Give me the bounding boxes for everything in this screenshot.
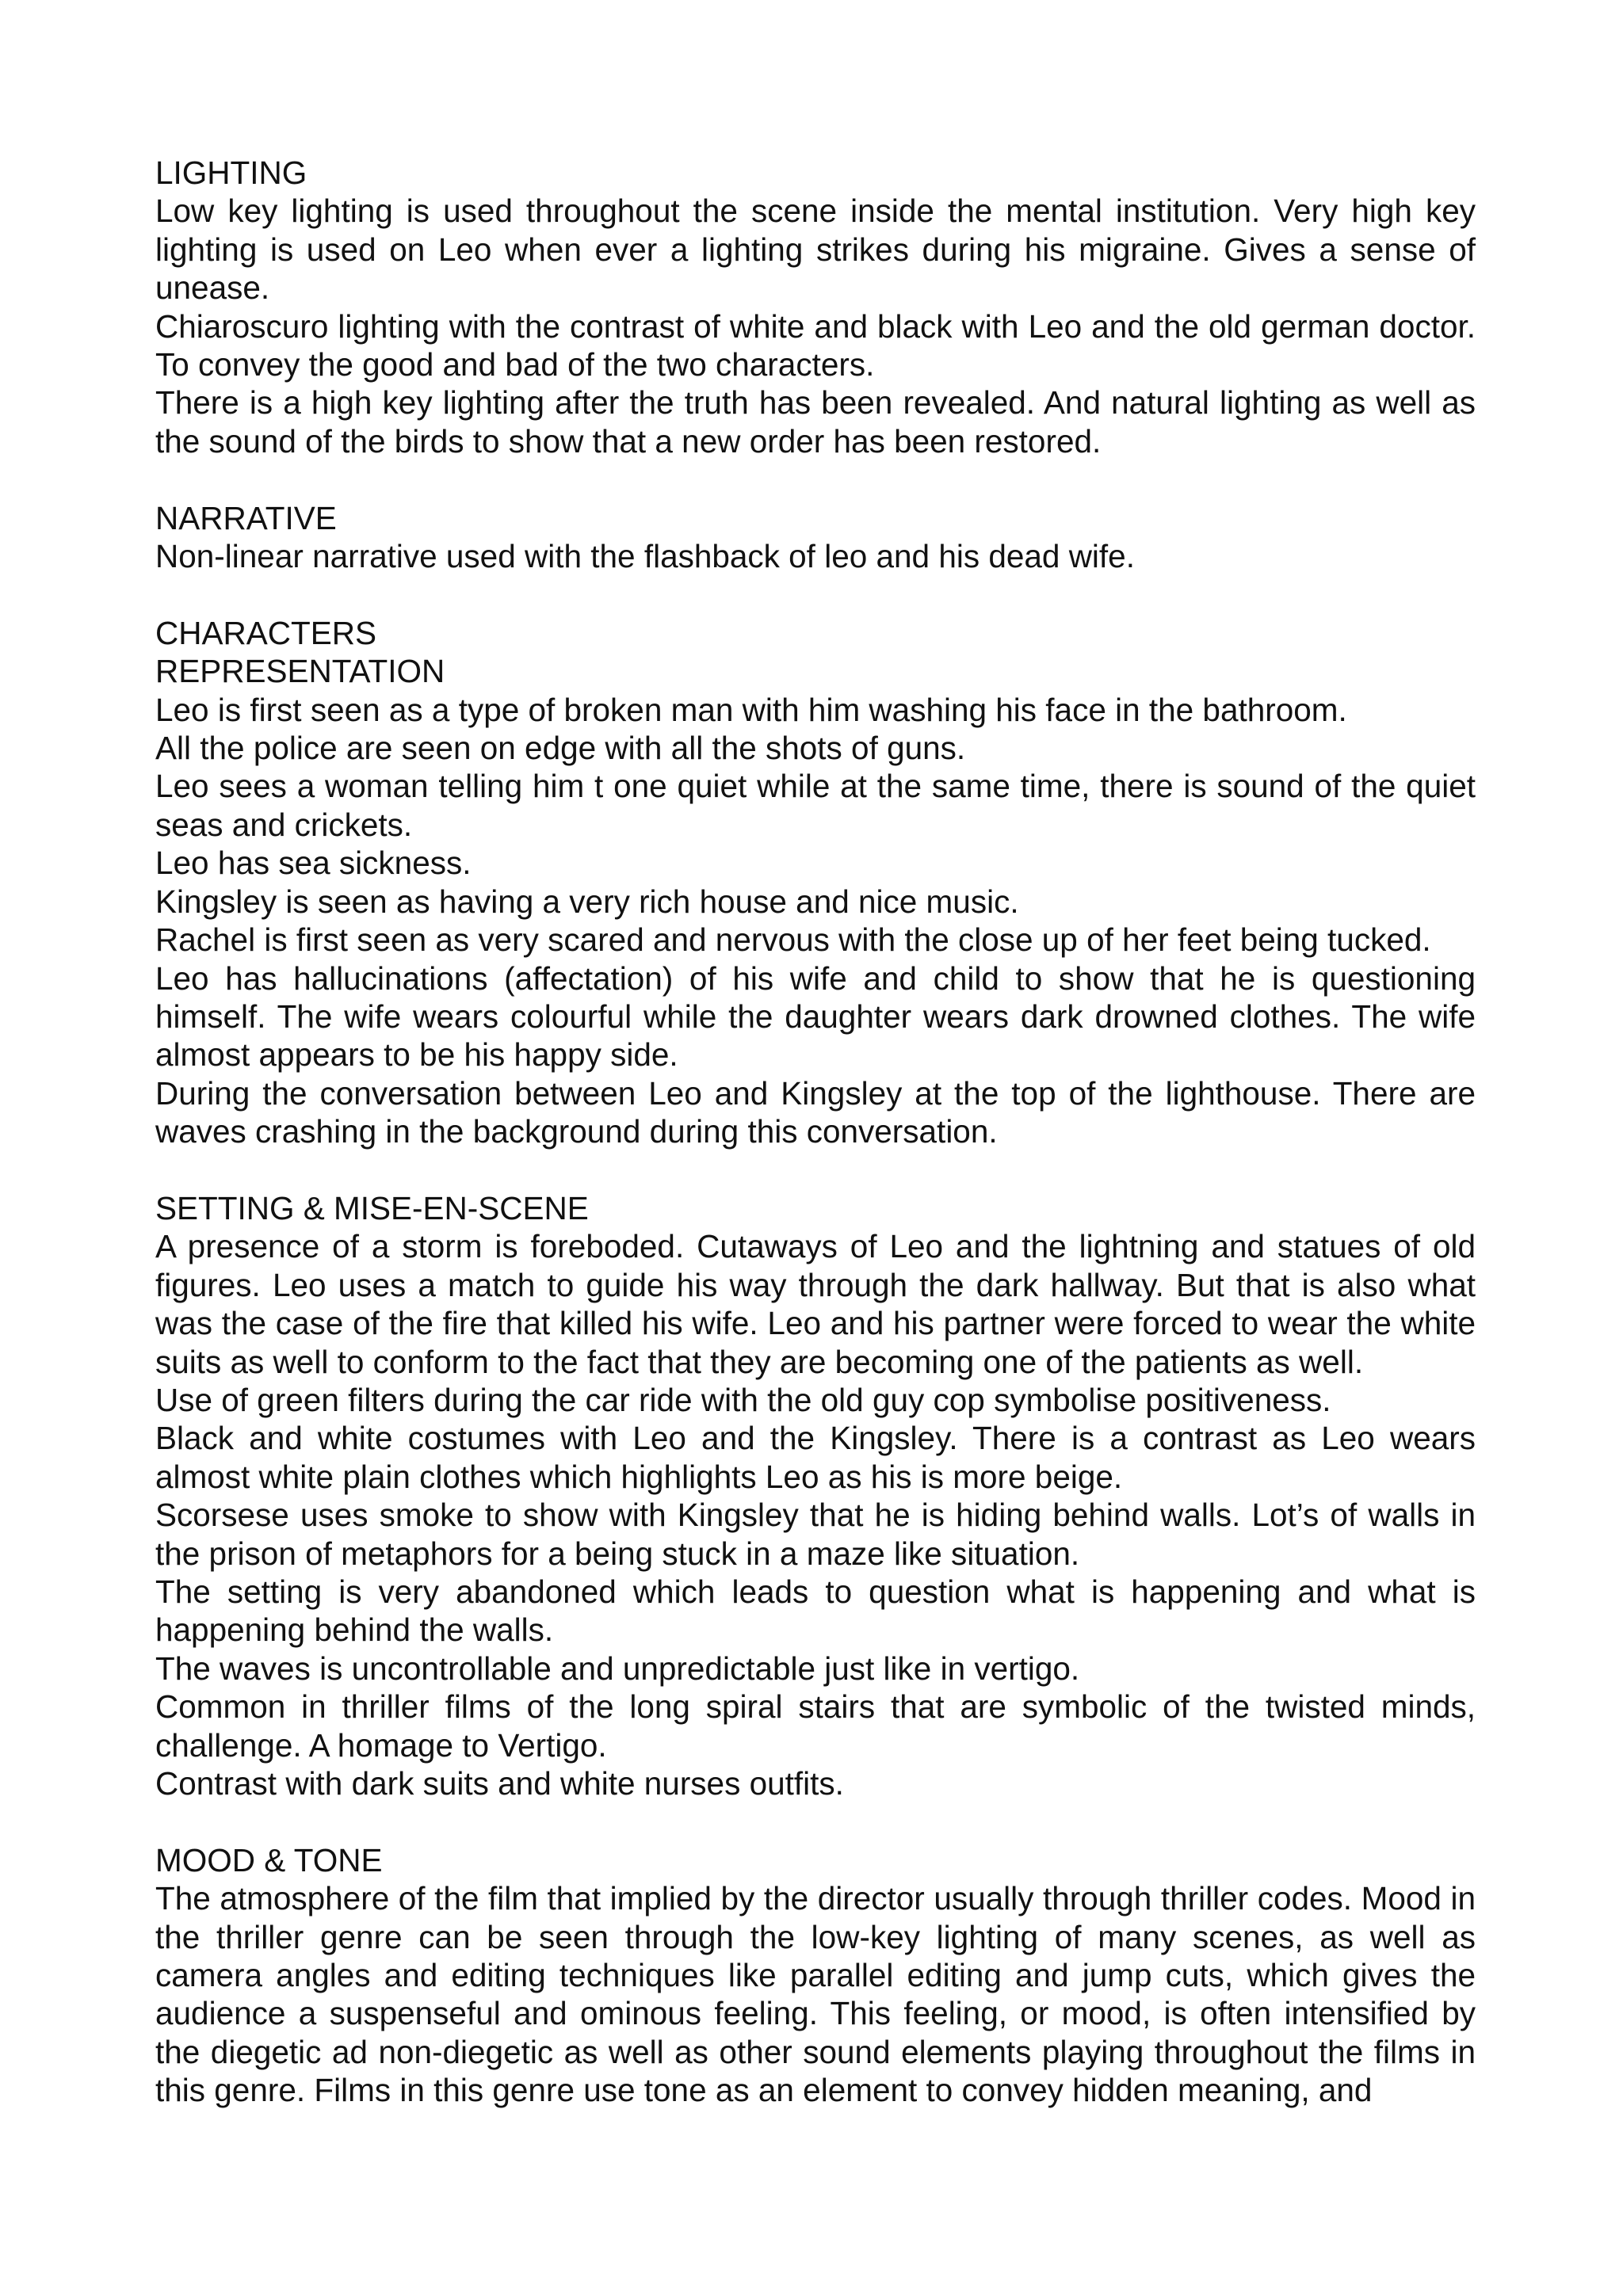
section-characters (155, 614, 1476, 1151)
section-lighting (155, 154, 1476, 460)
section-paragraph: Black and white costumes with Leo and the Kingsley. There is a contrast as Leo wears almost white plain clothes which highlights Leo as his is more beige. (155, 1420, 1476, 1495)
section-paragraph: Low key lighting is used throughout the scene inside the mental institution. Very high key lighting is used on Leo when ever a lighting strikes during his migraine. Gives a sense of unease. (155, 193, 1476, 307)
section-paragraph: Leo sees a woman telling him t one quiet while at the same time, there is sound of the quiet seas and crickets. (155, 768, 1476, 843)
section-paragraph: A presence of a storm is foreboded. Cutaways of Leo and the lightning and statues of old figures. Leo uses a match to guide his way through the dark hallway. But that is also what was the case of the fire that killed his wife. Leo and his partner were forced to wear the white suits as well to conform to the fact that they are becoming one of the patients as well. (155, 1228, 1476, 1380)
section-heading: CHARACTERS (155, 614, 377, 651)
section-paragraph: During the conversation between Leo and Kingsley at the top of the lighthouse. There are waves crashing in the background during this conversation. (155, 1074, 1476, 1150)
section-paragraph: There is a high key lighting after the truth has been revealed. And natural lighting as well as the sound of the birds to show that a new order has been restored. (155, 384, 1476, 460)
section-paragraph: Common in thriller films of the long spiral stairs that are symbolic of the twisted minds, challenge. A homage to Vertigo. (155, 1688, 1476, 1764)
section-heading: SETTING & MISE-EN-SCENE (155, 1189, 589, 1226)
document-page (155, 154, 1476, 2148)
section-paragraph: Chiaroscuro lighting with the contrast of white and black with Leo and the old german doctor. To convey the good and bad of the two characters. (155, 307, 1476, 383)
section-subheading: REPRESENTATION (155, 653, 445, 690)
section-paragraph: Leo has hallucinations (affectation) of his wife and child to show that he is questioning himself. The wife wears colourful while the daughter wears dark drowned clothes. The wife almost appears to be his happy side. (155, 959, 1476, 1074)
section-setting-mise-en-scene (155, 1189, 1476, 1803)
section-paragraph: All the police are seen on edge with all the shots of guns. (155, 730, 966, 767)
section-paragraph: Kingsley is seen as having a very rich house and nice music. (155, 883, 1019, 920)
section-paragraph: Contrast with dark suits and white nurses outfits. (155, 1765, 844, 1802)
section-paragraph: The setting is very abandoned which leads to question what is happening and what is happening behind the walls. (155, 1573, 1476, 1649)
section-paragraph: Scorsese uses smoke to show with Kingsley that he is hiding behind walls. Lot’s of walls in the prison of metaphors for a being stuck in a maze like situation. (155, 1497, 1476, 1572)
section-paragraph: Non-linear narrative used with the flashback of leo and his dead wife. (155, 538, 1135, 575)
section-paragraph: The atmosphere of the film that implied by the director usually through thriller codes. Mood in the thriller genre can be seen through the low-key lighting of many scenes, as well as camera angles and editing techniques like parallel editing and jump cuts, which gives the audience a suspenseful and ominous feeling. This feeling, or mood, is often intensified by the diegetic ad non-diegetic as well as other sound elements playing throughout the films in this genre. Films in this genre use tone as an element to convey hidden meaning, and (155, 1880, 1476, 2109)
section-paragraph: Rachel is first seen as very scared and nervous with the close up of her feet being tucked. (155, 921, 1431, 959)
section-heading: NARRATIVE (155, 499, 337, 536)
section-narrative (155, 499, 1476, 576)
section-paragraph: The waves is uncontrollable and unpredictable just like in vertigo. (155, 1650, 1080, 1687)
section-heading: MOOD & TONE (155, 1841, 383, 1878)
section-paragraph: Leo is first seen as a type of broken man with him washing his face in the bathroom. (155, 691, 1347, 728)
section-heading: LIGHTING (155, 154, 307, 191)
section-paragraph: Leo has sea sickness. (155, 845, 472, 882)
section-paragraph: Use of green filters during the car ride with the old guy cop symbolise positiveness. (155, 1381, 1331, 1418)
section-mood-tone (155, 1841, 1476, 2110)
